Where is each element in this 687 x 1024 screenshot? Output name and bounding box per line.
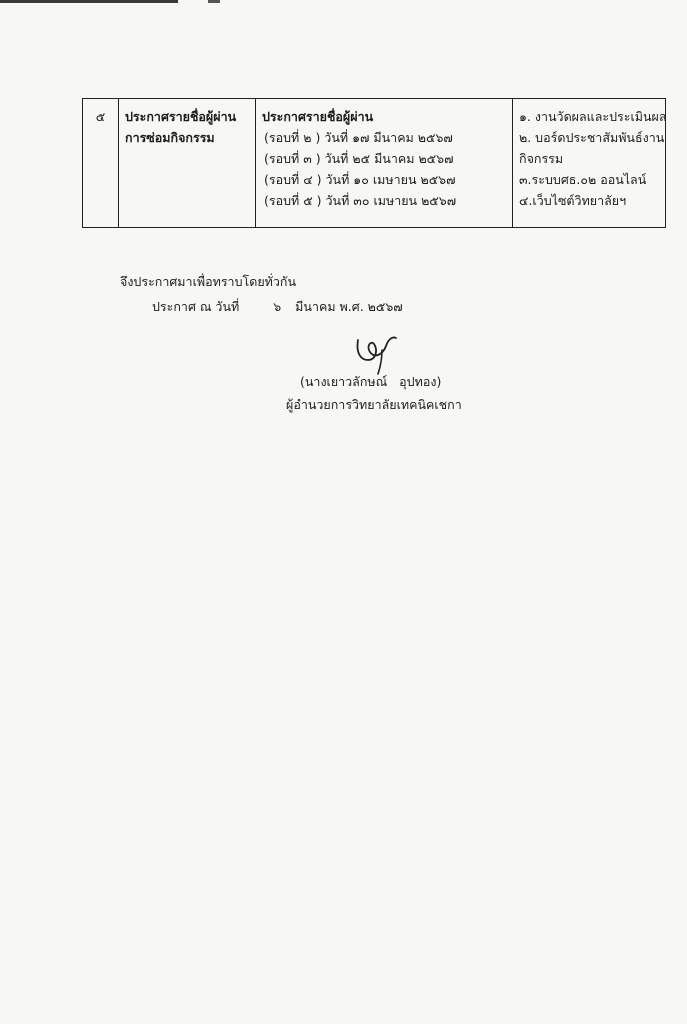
channel-item-1: ๑. งานวัดผลและประเมินผล <box>519 109 667 124</box>
date-month-year: มีนาคม พ.ศ. ๒๕๖๗ <box>295 299 403 314</box>
channel-item-4: ๔.เว็บไซต์วิทยาลัยฯ <box>519 193 627 208</box>
activity-cell <box>119 99 256 228</box>
channel-cell <box>513 99 666 228</box>
date-day: ๖ <box>273 299 282 314</box>
signer-title: ผู้อำนวยการวิทยาลัยเทคนิคเชกา <box>286 397 462 412</box>
schedule-cell <box>256 99 513 228</box>
row-number: ๕ <box>95 109 106 124</box>
table-row <box>83 99 666 228</box>
announcement-date <box>152 297 403 317</box>
schedule-item-round-4: (รอบที่ ๔ ) วันที่ ๑๐ เมษายน ๒๕๖๗ <box>264 172 456 187</box>
closing-statement: จึงประกาศมาเพื่อทราบโดยทั่วกัน <box>120 274 297 289</box>
channel-item-3: ๓.ระบบศธ.๐๒ ออนไลน์ <box>519 172 647 187</box>
date-prefix: ประกาศ ณ วันที่ <box>152 299 240 314</box>
schedule-table <box>82 98 666 228</box>
schedule-item-round-5: (รอบที่ ๕ ) วันที่ ๓๐ เมษายน ๒๕๖๗ <box>264 193 457 208</box>
signature-mark <box>352 330 400 376</box>
channel-item-2: ๒. บอร์ดประชาสัมพันธ์งาน <box>519 130 665 145</box>
schedule-item-round-2: (รอบที่ ๒ ) วันที่ ๑๗ มีนาคม ๒๕๖๗ <box>264 130 453 145</box>
schedule-item-round-3: (รอบที่ ๓ ) วันที่ ๒๕ มีนาคม ๒๕๖๗ <box>264 151 454 166</box>
schedule-title: ประกาศรายชื่อผู้ผ่าน <box>262 109 374 124</box>
channel-item-2-cont: กิจกรรม <box>519 151 564 166</box>
activity-line-2: การซ่อมกิจกรรม <box>125 130 215 145</box>
row-number-cell <box>83 99 119 228</box>
signer-name: (นางเยาวลักษณ์ อุปทอง) <box>300 374 442 389</box>
activity-line-1: ประกาศรายชื่อผู้ผ่าน <box>125 109 237 124</box>
